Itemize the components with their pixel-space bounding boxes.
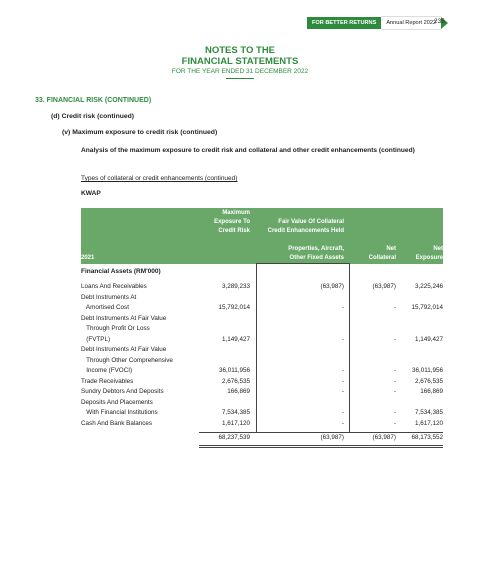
row-value-c4: 2,676,535: [414, 377, 443, 385]
table-row: [81, 388, 443, 398]
table-row: [81, 367, 443, 377]
row-value-c2: -: [341, 409, 344, 416]
row-value-c1: 166,869: [227, 388, 250, 395]
row-label: Debt Instruments At Fair Value: [81, 346, 167, 353]
financial-assets-title: Financial Assets (RM'000): [81, 268, 161, 275]
page-title-line2: FINANCIAL STATEMENTS: [181, 56, 299, 67]
title-divider: [226, 78, 254, 79]
table-row: [81, 315, 443, 325]
row-label: Loans And Receivables: [81, 283, 147, 290]
row-label: Cash And Bank Balances: [81, 419, 153, 427]
row-value-c2: (63,987): [320, 283, 344, 290]
page-subtitle: FOR THE YEAR ENDED 31 DECEMBER 2022: [171, 68, 309, 75]
table-year: 2021: [81, 255, 95, 261]
row-label: Income (FVOCI): [81, 367, 133, 374]
row-label: Amortised Cost: [81, 304, 129, 311]
table-row: [81, 283, 443, 293]
types-heading: Types of collateral or credit enhancements (continued): [81, 175, 238, 182]
row-value-c3: -: [393, 335, 396, 343]
total-c1: 68,237,539: [218, 434, 250, 441]
col-max-exposure-header: Maximum Exposure To Credit Risk: [214, 210, 250, 234]
row-label: Deposits And Placements: [81, 398, 153, 406]
row-label: Debt Instruments At: [81, 293, 137, 301]
header-report-title: Annual Report 2022: [381, 16, 441, 30]
table-row: [81, 420, 443, 430]
total-bottom-rule: [199, 445, 443, 446]
row-label: With Financial Institutions: [81, 409, 158, 416]
row-value-c4: 7,534,385: [414, 409, 443, 416]
row-value-c3: -: [393, 304, 396, 311]
section-heading: 33. FINANCIAL RISK (CONTINUED): [35, 97, 152, 104]
page-number: 235: [434, 18, 445, 25]
total-double-rule: [199, 447, 443, 448]
row-label: (FVTPL): [81, 335, 111, 343]
header-tagline: FOR BETTER RETURNS: [307, 17, 381, 29]
subsection-v-heading: (v) Maximum exposure to credit risk (continued): [62, 129, 218, 136]
row-value-c2: -: [341, 377, 344, 385]
table-row: [81, 409, 443, 419]
row-value-c2: -: [341, 304, 344, 311]
row-value-c1: 7,534,385: [221, 409, 250, 416]
total-top-rule: [199, 432, 443, 433]
row-label: Trade Receivables: [81, 377, 134, 385]
row-label: Through Other Comprehensive: [81, 356, 173, 364]
row-value-c4: 1,149,427: [414, 335, 443, 343]
row-value-c4: 166,869: [420, 388, 443, 395]
row-value-c3: -: [393, 377, 396, 385]
table-total-row: [81, 434, 443, 444]
table-row: [81, 346, 443, 356]
table-row: [81, 325, 443, 335]
row-value-c4: 3,225,246: [414, 283, 443, 290]
total-c4: 68,173,552: [411, 434, 443, 441]
row-label: Debt Instruments At Fair Value: [81, 314, 167, 322]
table-row: [81, 304, 443, 314]
row-value-c3: -: [393, 419, 396, 427]
row-value-c1: 3,289,233: [221, 283, 250, 290]
row-value-c2: -: [341, 419, 344, 427]
col-fair-value-group-header: Fair Value Of Collateral Credit Enhancements Held: [267, 219, 344, 234]
table-row: [81, 357, 443, 367]
col-net-collateral-header: Net Collateral: [368, 246, 396, 261]
col-net-exposure-header: Net Exposure: [415, 246, 443, 261]
table-header-band: [81, 208, 443, 264]
subsection-d-heading: (d) Credit risk (continued): [51, 113, 135, 120]
page-title-line1: NOTES TO THE: [204, 45, 276, 56]
row-value-c3: -: [393, 409, 396, 416]
total-c3: (63,987): [372, 434, 396, 441]
entity-name: KWAP: [81, 190, 101, 197]
row-value-c1: 1,149,427: [221, 335, 250, 343]
row-value-c2: -: [341, 388, 344, 395]
total-c2: (63,987): [320, 434, 344, 441]
table-row: [81, 336, 443, 346]
row-value-c1: 1,617,120: [221, 419, 250, 427]
col-properties-header: Properties, Aircraft, Other Fixed Assets: [288, 246, 344, 261]
row-value-c1: 36,011,956: [218, 367, 250, 374]
row-value-c2: -: [341, 367, 344, 374]
page-title-block: [0, 45, 480, 79]
header-bar: [307, 17, 448, 29]
row-value-c4: 15,792,014: [411, 304, 443, 311]
row-label: Sundry Debtors And Deposits: [81, 388, 164, 395]
row-value-c4: 36,011,956: [411, 367, 443, 374]
table-row: [81, 378, 443, 388]
row-value-c3: -: [393, 367, 396, 374]
table-row: [81, 294, 443, 304]
row-value-c4: 1,617,120: [414, 419, 443, 427]
row-value-c1: 15,792,014: [218, 304, 250, 311]
row-label: Through Profit Or Loss: [81, 325, 150, 332]
row-value-c3: (63,987): [372, 283, 396, 290]
analysis-paragraph: Analysis of the maximum exposure to credit risk and collateral and other credit enhancements (continued): [81, 147, 415, 154]
table-row: [81, 399, 443, 409]
row-value-c2: -: [341, 335, 344, 343]
row-value-c1: 2,676,535: [221, 377, 250, 385]
row-value-c3: -: [393, 388, 396, 395]
